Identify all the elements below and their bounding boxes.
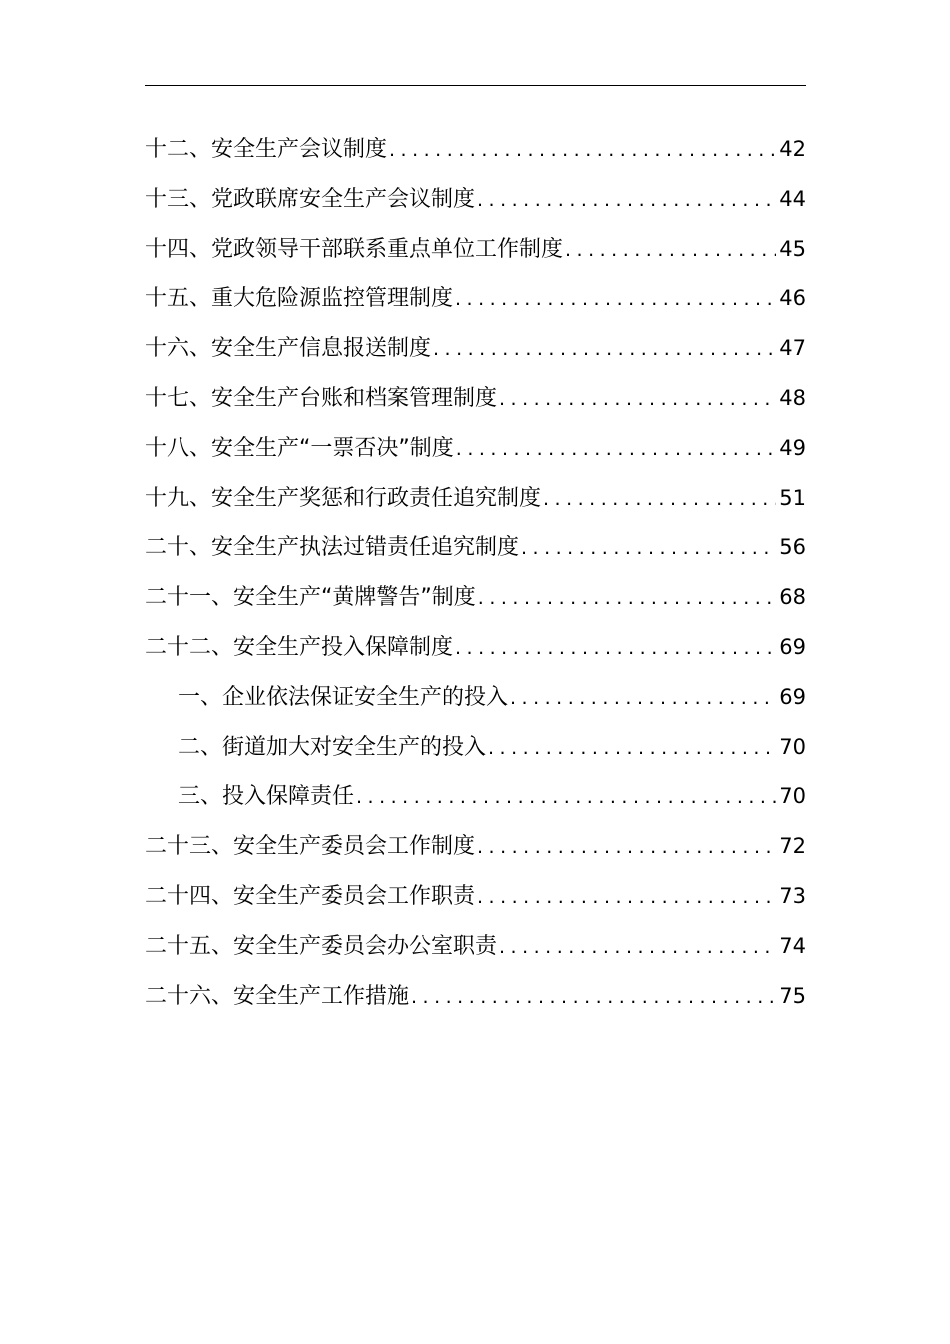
toc-dot-leader <box>455 275 776 325</box>
toc-dot-leader <box>477 176 776 226</box>
toc-entry-page: 47 <box>779 336 806 361</box>
toc-entry-title: 二、街道加大对安全生产的投入 <box>178 734 487 760</box>
toc-entry-page: 42 <box>779 137 806 161</box>
toc-subentry[interactable] <box>145 673 806 723</box>
toc-entry-title: 二十、安全生产执法过错责任追究制度 <box>145 535 520 561</box>
toc-dot-leader <box>477 873 776 923</box>
toc-dot-leader <box>565 226 776 276</box>
toc-entry-title: 一、企业依法保证安全生产的投入 <box>178 684 509 710</box>
toc-dot-leader <box>455 624 776 674</box>
header-rule <box>145 85 806 86</box>
toc-entry-page: 45 <box>779 236 806 261</box>
toc-dot-leader <box>499 375 776 425</box>
toc-dot-leader <box>510 674 776 724</box>
toc-entry-title: 十七、安全生产台账和档案管理制度 <box>145 385 498 411</box>
toc-entry[interactable] <box>145 822 806 872</box>
toc-entry-page: 75 <box>779 983 806 1008</box>
toc-entry-title: 二十二、安全生产投入保障制度 <box>145 634 454 660</box>
toc-entry-title: 十三、党政联席安全生产会议制度 <box>145 186 476 212</box>
toc-dot-leader <box>478 574 776 624</box>
toc-entry[interactable] <box>145 274 806 324</box>
toc-entry[interactable] <box>145 175 806 225</box>
toc-entry[interactable] <box>145 922 806 972</box>
toc-entry-page: 69 <box>779 634 806 659</box>
toc-dot-leader <box>488 724 776 774</box>
table-of-contents <box>145 125 806 1021</box>
toc-dot-leader <box>543 475 776 525</box>
toc-entry-title: 二十一、安全生产“黄牌警告”制度 <box>145 585 476 611</box>
toc-entry[interactable] <box>145 573 806 623</box>
toc-entry-page: 51 <box>779 485 806 510</box>
toc-entry[interactable] <box>145 424 806 474</box>
toc-entry-page: 68 <box>779 585 806 610</box>
toc-entry-title: 二十六、安全生产工作措施 <box>145 983 410 1009</box>
toc-dot-leader <box>521 524 776 574</box>
toc-entry-title: 十五、重大危险源监控管理制度 <box>145 286 454 312</box>
toc-entry-page: 44 <box>779 186 806 211</box>
toc-entry-page: 70 <box>779 734 806 759</box>
toc-dot-leader <box>389 126 776 176</box>
toc-entry-page: 70 <box>779 784 806 809</box>
toc-entry-page: 72 <box>779 834 806 859</box>
toc-entry[interactable] <box>145 972 806 1022</box>
toc-dot-leader <box>433 325 776 375</box>
toc-entry-page: 46 <box>779 286 806 311</box>
toc-entry-title: 十二、安全生产会议制度 <box>145 137 388 162</box>
toc-dot-leader <box>411 973 776 1023</box>
toc-dot-leader <box>356 773 776 823</box>
toc-entry-title: 二十五、安全生产委员会办公室职责 <box>145 933 498 959</box>
toc-entry[interactable] <box>145 125 806 175</box>
toc-entry-title: 十八、安全生产“一票否决”制度 <box>145 435 454 461</box>
toc-entry-title: 三、投入保障责任 <box>178 784 355 810</box>
toc-entry-title: 十四、党政领导干部联系重点单位工作制度 <box>145 236 564 262</box>
toc-subentry[interactable] <box>145 772 806 822</box>
toc-entry[interactable] <box>145 225 806 275</box>
toc-dot-leader <box>499 923 776 973</box>
toc-entry-title: 二十四、安全生产委员会工作职责 <box>145 883 476 909</box>
toc-entry[interactable] <box>145 523 806 573</box>
toc-entry-page: 48 <box>779 385 806 410</box>
toc-entry-title: 十九、安全生产奖惩和行政责任追究制度 <box>145 485 542 511</box>
toc-entry-page: 56 <box>779 535 806 560</box>
toc-entry[interactable] <box>145 623 806 673</box>
toc-entry[interactable] <box>145 872 806 922</box>
toc-entry[interactable] <box>145 374 806 424</box>
toc-subentry[interactable] <box>145 723 806 773</box>
toc-entry[interactable] <box>145 474 806 524</box>
toc-entry-page: 49 <box>779 435 806 460</box>
toc-entry[interactable] <box>145 324 806 374</box>
toc-entry-page: 69 <box>779 684 806 709</box>
toc-dot-leader <box>456 425 776 475</box>
toc-entry-page: 73 <box>779 883 806 908</box>
toc-entry-page: 74 <box>779 933 806 958</box>
toc-dot-leader <box>477 823 776 873</box>
toc-entry-title: 二十三、安全生产委员会工作制度 <box>145 834 476 860</box>
toc-entry-title: 十六、安全生产信息报送制度 <box>145 336 432 362</box>
